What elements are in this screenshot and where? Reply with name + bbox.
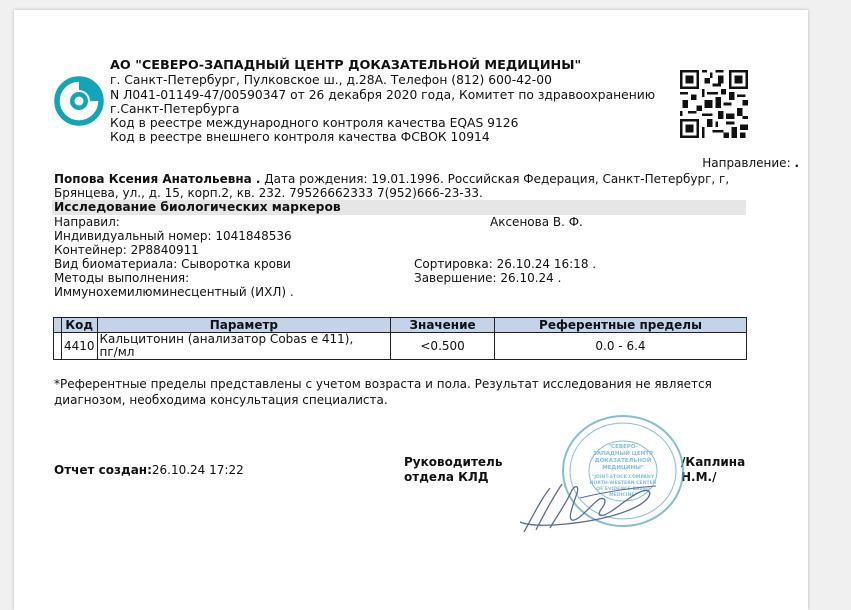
clinic-logo-icon xyxy=(54,76,104,126)
patient-details: Дата рождения: 19.01.1996. Российская Федерация, Санкт-Петербург, г, Брянцева, ул., д. 15, корп.2, кв. 232. 79526662333 7(952)666-23-33. xyxy=(54,172,730,200)
scrollbar-track[interactable] xyxy=(839,0,851,600)
methods-label: Методы выполнения: xyxy=(54,271,190,285)
table-header-row xyxy=(54,318,747,333)
section-title: Исследование биологических маркеров xyxy=(52,200,746,215)
completion-time: Завершение: 26.10.24 . xyxy=(414,271,562,285)
biomaterial: Вид биоматериала: Сыворотка крови xyxy=(54,257,291,271)
table-header-spacer xyxy=(54,318,62,333)
sorting-time: Сортировка: 26.10.24 16:18 . xyxy=(414,257,597,271)
svg-text:ЗАПАДНЫЙ ЦЕНТР: ЗАПАДНЫЙ ЦЕНТР xyxy=(593,451,653,457)
org-name: АО "СЕВЕРО-ЗАПАДНЫЙ ЦЕНТР ДОКАЗАТЕЛЬНОЙ МЕДИЦИНЫ" xyxy=(110,58,582,73)
individual-number: Индивидуальный номер: 1041848536 xyxy=(54,229,292,243)
eqas-line: Код в реестре международного контроля качества EQAS 9126 xyxy=(110,116,519,131)
signature-icon xyxy=(506,470,676,540)
table-header-param: Параметр xyxy=(97,318,391,333)
license-city: г.Санкт-Петербурга xyxy=(110,101,240,116)
table-header-code: Код xyxy=(61,318,97,333)
result-param-line1: Кальцитонин (анализатор Cobas e 411), xyxy=(99,332,354,346)
qr-code-icon xyxy=(680,70,748,138)
signer-name-line2: Н.М./ xyxy=(681,470,717,484)
address-line: г. Санкт-Петербург, Пулковское ш., д.28А. Телефон (812) 600-42-00 xyxy=(110,73,552,88)
patient-info xyxy=(54,172,744,200)
svg-text:OF EVIDENCE-BASED: OF EVIDENCE-BASED xyxy=(596,487,650,492)
direction xyxy=(702,156,799,170)
signer-name-line1: /Каплина xyxy=(681,455,746,469)
table-row-spacer xyxy=(54,333,62,360)
lab-head-line2: отдела КЛД xyxy=(404,470,489,484)
direction-label: Направление: xyxy=(702,156,791,170)
result-reference: 0.0 - 6.4 xyxy=(494,333,746,360)
fsvok-line: Код в реестре внешнего контроля качества ФСВОК 10914 xyxy=(110,130,490,145)
report-created xyxy=(54,463,244,477)
result-param xyxy=(97,333,391,360)
svg-text:ДОКАЗАТЕЛЬНОЙ: ДОКАЗАТЕЛЬНОЙ xyxy=(594,458,652,464)
lab-head-line1: Руководитель xyxy=(404,455,503,469)
method-value: Иммунохемилюминесцентный (ИХЛ) . xyxy=(54,285,294,299)
svg-text:МЕДИЦИНЫ": МЕДИЦИНЫ" xyxy=(602,465,644,471)
svg-text:"JOINT-STOCK COMPANY: "JOINT-STOCK COMPANY xyxy=(591,475,655,480)
referred-label: Направил: xyxy=(54,215,120,229)
table-header-value: Значение xyxy=(391,318,495,333)
report-created-value: 26.10.24 17:22 xyxy=(151,463,244,477)
reference-note: *Референтные пределы представлены с учетом возраста и пола. Результат исследования не является диагнозом, необходима консультация специалиста. xyxy=(54,377,712,407)
svg-text:MEDICINE": MEDICINE" xyxy=(609,493,637,498)
result-param-line2: пг/мл xyxy=(99,345,135,359)
svg-text:NORTH-WESTERN CENTER: NORTH-WESTERN CENTER xyxy=(589,481,657,486)
signer-name xyxy=(681,455,745,485)
clinic-header xyxy=(110,59,680,145)
svg-text:"СЕВЕРО-: "СЕВЕРО- xyxy=(608,444,638,450)
results-table xyxy=(53,317,747,360)
direction-value: . xyxy=(794,156,799,170)
patient-name: Попова Ксения Анатольевна . xyxy=(54,172,261,186)
referred-value: Аксенова В. Ф. xyxy=(490,215,583,229)
container-number: Контейнер: 2Р8840911 xyxy=(54,243,199,257)
table-header-ref: Референтные пределы xyxy=(494,318,746,333)
license-line: N Л041-01149-47/00590347 от 26 декабря 2020 года, Комитет по здравоохранению xyxy=(110,87,656,102)
result-code: 4410 xyxy=(61,333,97,360)
result-value: <0.500 xyxy=(391,333,495,360)
report-created-label: Отчет создан: xyxy=(54,463,152,477)
table-row xyxy=(54,333,747,360)
lab-head xyxy=(404,455,502,485)
